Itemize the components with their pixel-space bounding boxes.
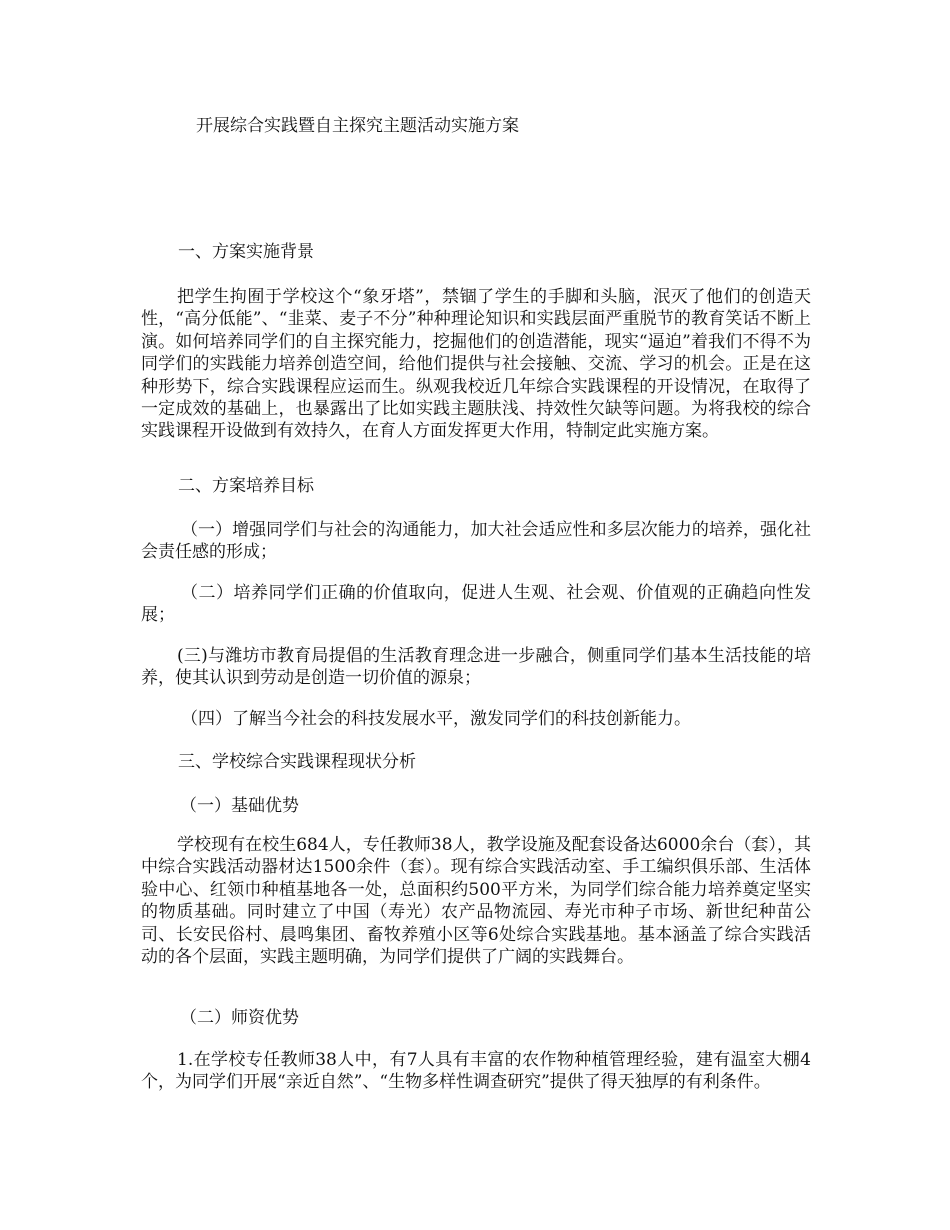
section-2-item-3: (三)与潍坊市教育局提倡的生活教育理念进一步融合，侧重同学们基本生活技能的培养，使其认识到劳动是创造一切价值的源泉； (141, 646, 811, 689)
section-3-heading: 三、学校综合实践课程现状分析 (178, 752, 416, 772)
section-3-paragraph-2: 1.在学校专任教师38人中，有7人具有丰富的农作物种植管理经验，建有温室大棚4个，为同学们开展“亲近自然”、“生物多样性调查研究”提供了得天独厚的有利条件。 (141, 1050, 811, 1093)
section-2-heading: 二、方案培养目标 (178, 476, 314, 496)
section-1-paragraph: 把学生拘囿于学校这个“象牙塔”，禁锢了学生的手脚和头脑，泯灭了他们的创造天性，“高分低能”、“韭菜、麦子不分”种种理论知识和实践层面严重脱节的教育笑话不断上演。如何培养同学们的自主探究能力，挖掘他们的创造潜能，现实“逼迫”着我们不得不为同学们的实践能力培养创造空间，给他们提供与社会接触、交流、学习的机会。正是在这种形势下，综合实践课程应运而生。纵观我校近几年综合实践课程的开设情况，在取得了一定成效的基础上，也暴露出了比如实践主题肤浅、持效性欠缺等问题。为将我校的综合实践课程开设做到有效持久，在育人方面发挥更大作用，特制定此实施方案。 (141, 287, 811, 442)
section-3-subheading-2: （二）师资优势 (180, 1008, 299, 1028)
section-1-heading: 一、方案实施背景 (178, 242, 314, 262)
section-3-paragraph-1: 学校现有在校生684人，专任教师38人，教学设施及配套设备达6000余台（套），其中综合实践活动器材达1500余件（套）。现有综合实践活动室、手工编织俱乐部、生活体验中心、红领巾种植基地各一处，总面积约500平方米，为同学们综合能力培养奠定坚实的物质基础。同时建立了中国（寿光）农产品物流园、寿光市种子市场、新世纪种苗公司、长安民俗村、晨鸣集团、畜牧养殖小区等6处综合实践基地。基本涵盖了综合实践活动的各个层面，实践主题明确，为同学们提供了广阔的实践舞台。 (141, 835, 811, 968)
document-title: 开展综合实践暨自主探究主题活动实施方案 (196, 116, 519, 136)
section-2-item-4: （四）了解当今社会的科技发展水平，激发同学们的科技创新能力。 (181, 709, 691, 729)
section-2-item-2: （二）培养同学们正确的价值取向，促进人生观、社会观、价值观的正确趋向性发展； (141, 583, 811, 626)
section-2-item-1: （一）增强同学们与社会的沟通能力，加大社会适应性和多层次能力的培养，强化社会责任感的形成； (141, 520, 811, 563)
section-3-subheading-1: （一）基础优势 (180, 796, 299, 816)
